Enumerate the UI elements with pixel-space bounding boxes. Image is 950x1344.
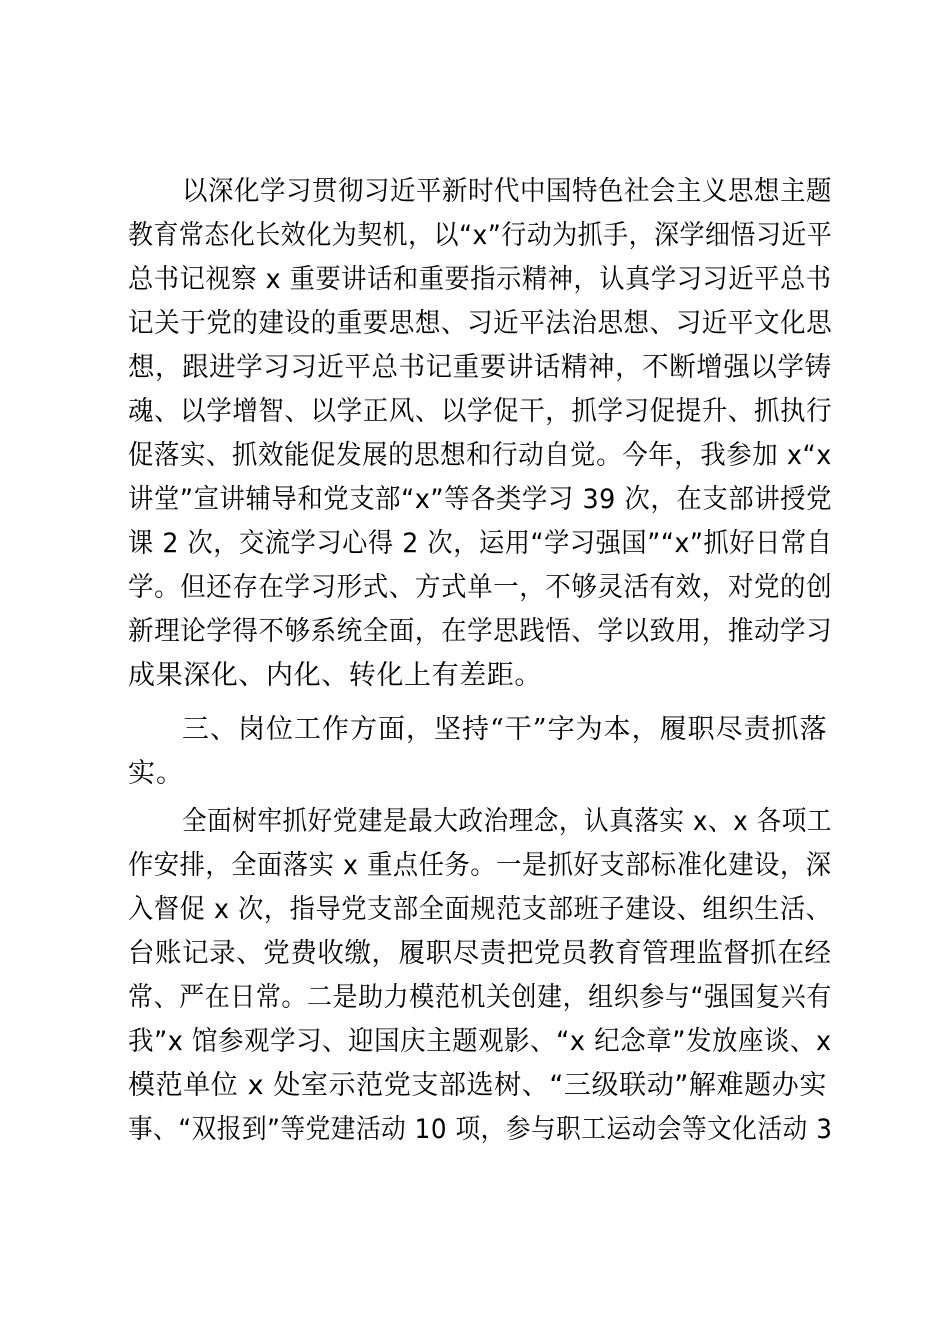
paragraph-line: 想，跟进学习习近平总书记重要讲话精神，不断增强以学铸 (128, 352, 832, 383)
paragraph-line: 新理论学得不够系统全面，在学思践悟、学以致用，推动学习 (128, 616, 833, 647)
paragraph-line: 学。但还存在学习形式、方式单一，不够灵活有效，对党的创 (128, 572, 833, 603)
paragraph-line: 成果深化、内化、转化上有差距。 (128, 660, 542, 691)
paragraph-line: 教育常态化长效化为契机，以“x”行动为抓手，深学细悟习近平 (128, 220, 833, 251)
paragraph-line: 事、“双报到”等党建活动 10 项，参与职工运动会等文化活动 3 (128, 1114, 833, 1145)
paragraph-line: 魂、以学增智、以学正风、以学促干，抓学习促提升、抓执行 (128, 396, 833, 427)
paragraph-line: 台账记录、党费收缴，履职尽责把党员教育管理监督抓在经 (128, 938, 832, 969)
paragraph-line: 总书记视察 x 重要讲话和重要指示精神，认真学习习近平总书 (128, 264, 832, 295)
paragraph-line: 作安排，全面落实 x 重点任务。一是抓好支部标准化建设，深 (128, 850, 832, 881)
paragraph-line: 入督促 x 次，指导党支部全面规范支部班子建设、组织生活、 (128, 894, 832, 925)
paragraph-line: 模范单位 x 处室示范党支部选树、“三级联动”解难题办实 (128, 1070, 827, 1101)
heading-line: 三、岗位工作方面，坚持“干”字为本，履职尽责抓落 (182, 714, 828, 745)
paragraph-line: 以深化学习贯彻习近平新时代中国特色社会主义思想主题 (182, 176, 832, 207)
paragraph-line: 我”x 馆参观学习、迎国庆主题观影、“x 纪念章”发放座谈、x (128, 1026, 832, 1057)
paragraph-line: 讲堂”宣讲辅导和党支部“x”等各类学习 39 次，在支部讲授党 (128, 484, 833, 515)
paragraph-line: 常、严在日常。二是助力模范机关创建，组织参与“强国复兴有 (128, 982, 832, 1013)
paragraph-line: 记关于党的建设的重要思想、习近平法治思想、习近平文化思 (128, 308, 833, 339)
paragraph-line: 促落实、抓效能促发展的思想和行动自觉。今年，我参加 x“x (128, 440, 832, 471)
heading-line: 实。 (128, 758, 184, 789)
paragraph-line: 课 2 次，交流学习心得 2 次，运用“学习强国”“x”抓好日常自 (128, 528, 833, 559)
paragraph-line: 全面树牢抓好党建是最大政治理念，认真落实 x、x 各项工 (182, 806, 832, 837)
